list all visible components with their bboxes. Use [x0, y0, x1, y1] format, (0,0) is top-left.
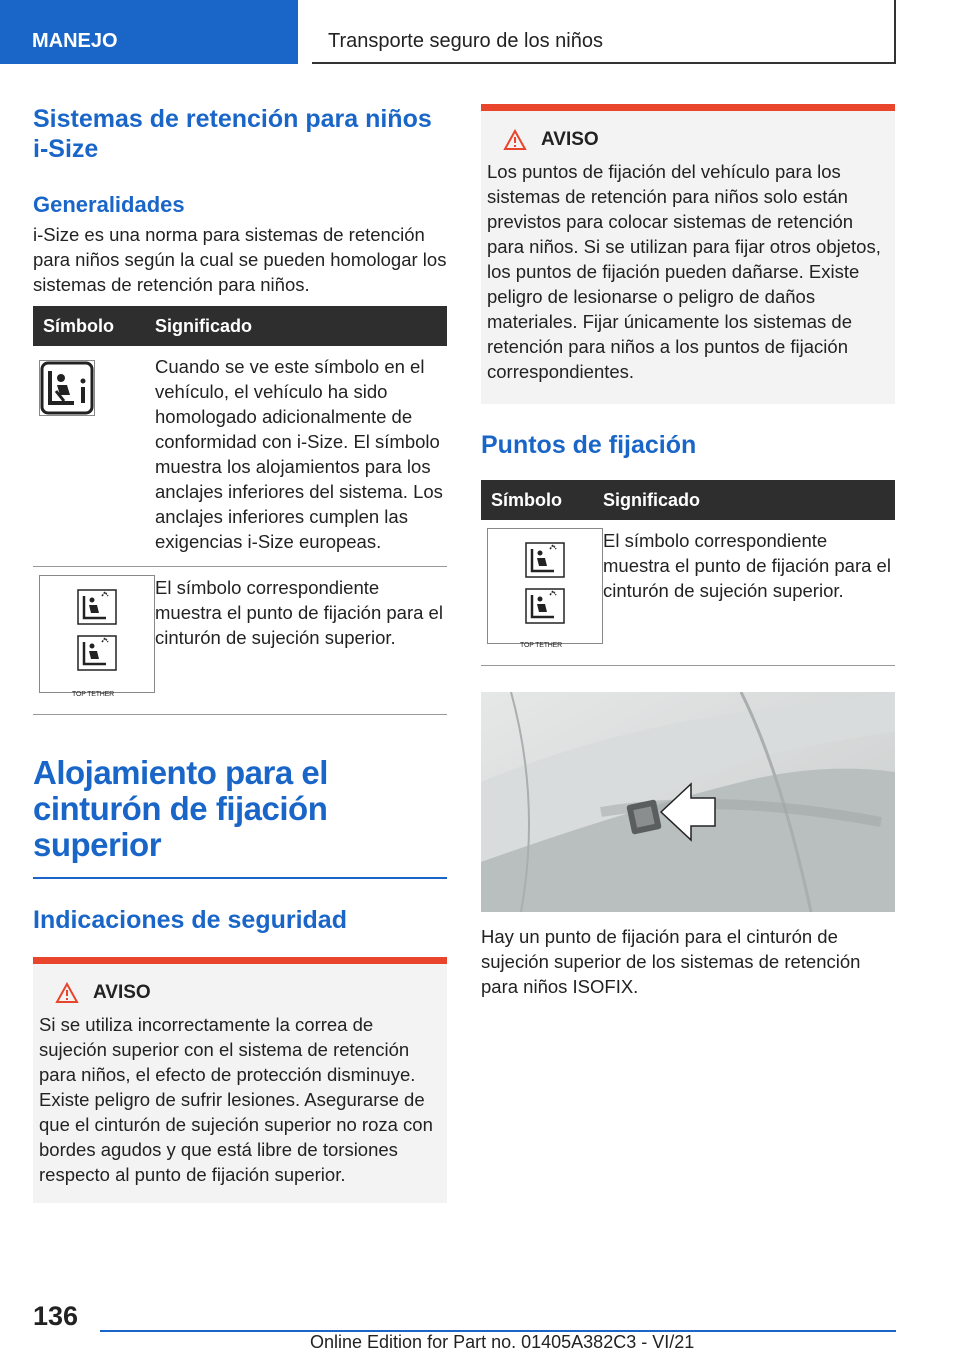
warning-box: [481, 104, 895, 404]
table-header-symbol: Símbolo: [481, 480, 603, 520]
table-cell-meaning: El símbolo correspondiente muestra el punto de fijación para el cinturón de sujeción superior.: [155, 567, 447, 715]
table-header-symbol: Símbolo: [33, 306, 155, 346]
table-row: [33, 346, 447, 567]
heading-rule: [33, 877, 447, 879]
page-header-title: Transporte seguro de los niños: [312, 0, 896, 64]
warning-title: AVISO: [93, 982, 151, 1003]
table-row: [33, 567, 447, 715]
anchor-point-photo: [481, 692, 895, 912]
section-heading-isize: Sistemas de retención para niños i-Size: [33, 105, 432, 163]
warning-box: [33, 957, 447, 1203]
top-tether-icon: [487, 528, 603, 649]
warning-triangle-icon: [503, 129, 527, 151]
warning-text: Si se utiliza incorrectamente la correa de sujeción superior con el sistema de retención para niños, el efecto de protección disminuye. Existe peligro de sufrir lesiones. Asegurarse de que el cinturón de sujeción superior no roza con bordes agudos y que está libre de torsiones respecto al punto de fijación superior.: [39, 1014, 433, 1185]
table-cell-meaning: Cuando se ve este símbolo en el vehículo, el vehículo ha sido homologado adicionalmente de conformidad con i-Size. El símbolo muestra los alojamientos para los anclajes inferiores del sistema. Los anclajes inferiores cumplen las exigencias i-Size europeas.: [155, 346, 447, 567]
top-tether-caption: TOP TETHER: [72, 691, 114, 698]
table-row: [481, 520, 895, 666]
top-tether-icon: [39, 575, 155, 698]
isize-child-seat-icon: [39, 360, 95, 416]
page-number: 136: [33, 1301, 79, 1331]
subheading-safety: Indicaciones de seguridad: [33, 906, 347, 934]
table-header-meaning: Significado: [155, 306, 447, 346]
section-heading-top-tether: Alojamiento para el cinturón de fijación superior: [33, 754, 328, 863]
section-tab: MANEJO: [0, 0, 298, 64]
table-cell-meaning: El símbolo correspondiente muestra el punto de fijación para el cinturón de sujeción superior.: [603, 520, 895, 666]
warning-title: AVISO: [541, 129, 599, 150]
footer-edition: Online Edition for Part no. 01405A382C3 - VI/21: [310, 1332, 695, 1352]
symbol-table-isize: [33, 306, 447, 715]
photo-caption: Hay un punto de fijación para el cinturón de sujeción superior de los sistemas de retención para niños ISOFIX.: [481, 926, 861, 997]
symbol-table-anchor-points: [481, 480, 895, 666]
subheading-generalidades: Generalidades: [33, 192, 185, 217]
warning-triangle-icon: [55, 982, 79, 1004]
top-tether-caption: TOP TETHER: [520, 642, 562, 649]
warning-text: Los puntos de fijación del vehículo para los sistemas de retención para niños solo están previstos para colocar sistemas de retención para niños. Si se utilizan para fijar otros objetos, los puntos de fijación pueden dañarse. Existe peligro de lesionarse o peligro de daños materiales. Fijar únicamente los sistemas de retención para niños a los puntos de fijación correspondientes.: [487, 161, 881, 382]
right-column: [481, 104, 895, 999]
table-header-meaning: Significado: [603, 480, 895, 520]
left-column: [33, 104, 447, 1203]
intro-paragraph: i-Size es una norma para sistemas de retención para niños según la cual se pueden homologar los sistemas de retención para niños.: [33, 224, 447, 295]
section-heading-anchor-points: Puntos de fijación: [481, 431, 697, 459]
